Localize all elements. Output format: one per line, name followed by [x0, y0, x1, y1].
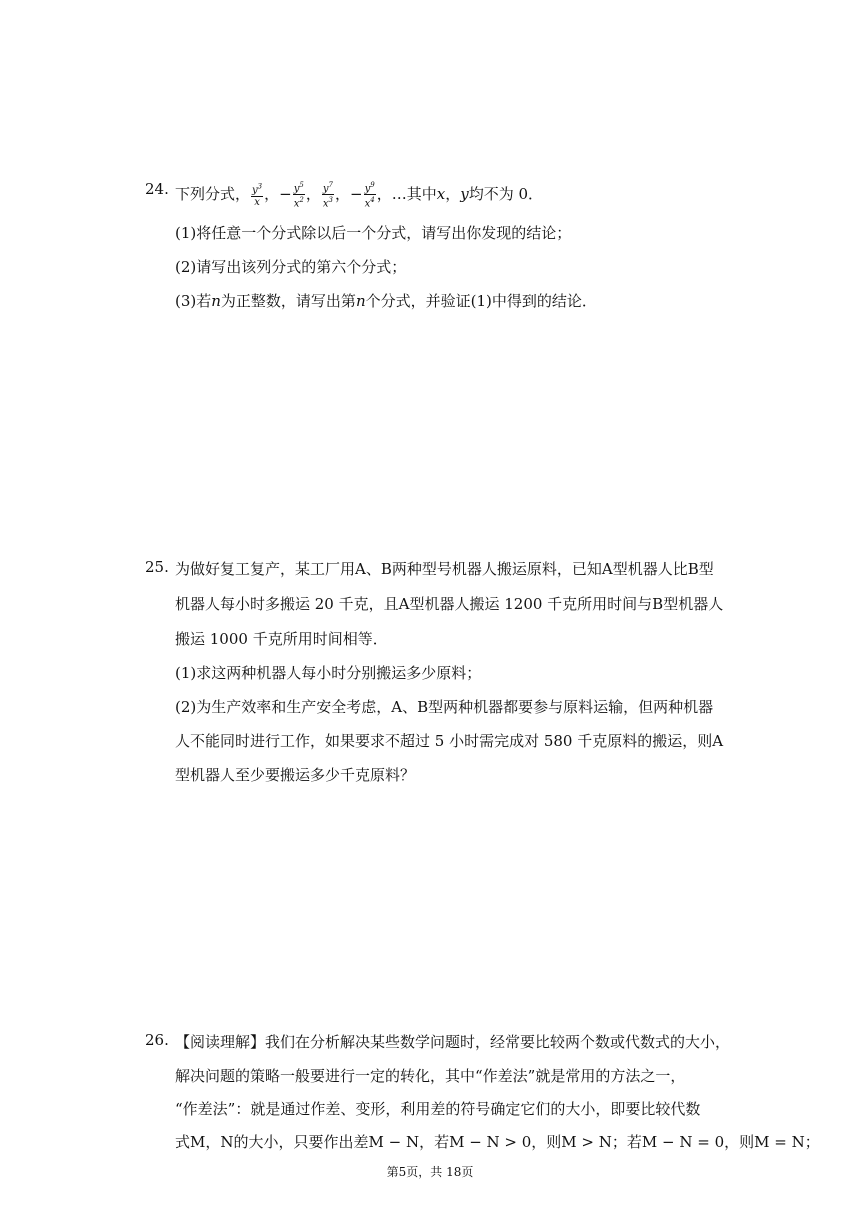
frac-1-den: x — [254, 196, 260, 208]
question-24-part-1: (1)将任意一个分式除以后一个分式，请写出你发现的结论； — [175, 224, 572, 242]
frac-3-num: $y^7$ — [322, 181, 333, 195]
question-25-line-3: 搬运 1000 千克所用时间相等． — [175, 630, 388, 648]
fraction-1 — [251, 182, 263, 208]
fraction-4 — [364, 180, 376, 210]
question-24-part-3: (3)若n为正整数，请写出第n个分式，并验证(1)中得到的结论． — [175, 292, 597, 310]
fraction-2 — [293, 180, 305, 210]
frac-3-den: $x^3$ — [322, 196, 333, 210]
fraction-3 — [322, 180, 334, 210]
question-25-part-1: (1)求这两种机器人每小时分别搬运多少原料； — [175, 664, 482, 682]
question-26-line-3: “作差法”：就是通过作差、变形，利用差的符号确定它们的大小，即要比较代数 — [175, 1100, 701, 1118]
frac-4-num: $y^9$ — [364, 181, 375, 195]
frac-2-den: $x^2$ — [293, 196, 304, 210]
question-25-part-2-line-1: (2)为生产效率和生产安全考虑，A、B型两种机器都要参与原料运输，但两种机器 — [175, 698, 714, 716]
frac-4-den: $x^4$ — [364, 196, 375, 210]
question-25-line-2: 机器人每小时多搬运 20 千克，且A型机器人搬运 1200 千克所用时间与B型机器人 — [175, 595, 724, 613]
question-26-line-1: 【阅读理解】我们在分析解决某些数学问题时，经常要比较两个数或代数式的大小， — [175, 1033, 731, 1051]
question-26-line-2: 解决问题的策略一般要进行一定的转化，其中“作差法”就是常用的方法之一， — [175, 1067, 686, 1085]
question-24-stem: 下列分式， $\frac{y^3}{x}$ ，− $\frac{y^5}{x^2}$ ， $\frac{y^7}{x^3}$ ，− $\frac{y^9}{x^4}$ ，…其中x，y均不为 0． — [175, 181, 544, 210]
question-25-part-2-line-2: 人不能同时进行工作，如果要求不超过 5 小时需完成对 580 千克原料的搬运，则A — [175, 732, 724, 750]
question-number: 26. — [145, 1031, 169, 1049]
question-26-line-4: 式M，N的大小，只要作出差M − N，若M − N > 0，则M > N；若M − N = 0，则M = N； — [175, 1133, 820, 1151]
frac-1-num: $y^3$ — [252, 182, 263, 196]
question-24-part-2: (2)请写出该列分式的第六个分式； — [175, 258, 407, 276]
page-footer: 第5页，共 18页 — [386, 1165, 474, 1179]
question-number: 25. — [145, 558, 169, 576]
question-25-line-1: 为做好复工复产，某工厂用A、B两种型号机器人搬运原料，已知A型机器人比B型 — [175, 560, 714, 578]
frac-2-num: $y^5$ — [293, 181, 304, 195]
question-25-part-2-line-3: 型机器人至少要搬运多少千克原料？ — [175, 766, 416, 784]
question-number: 24. — [145, 180, 169, 198]
